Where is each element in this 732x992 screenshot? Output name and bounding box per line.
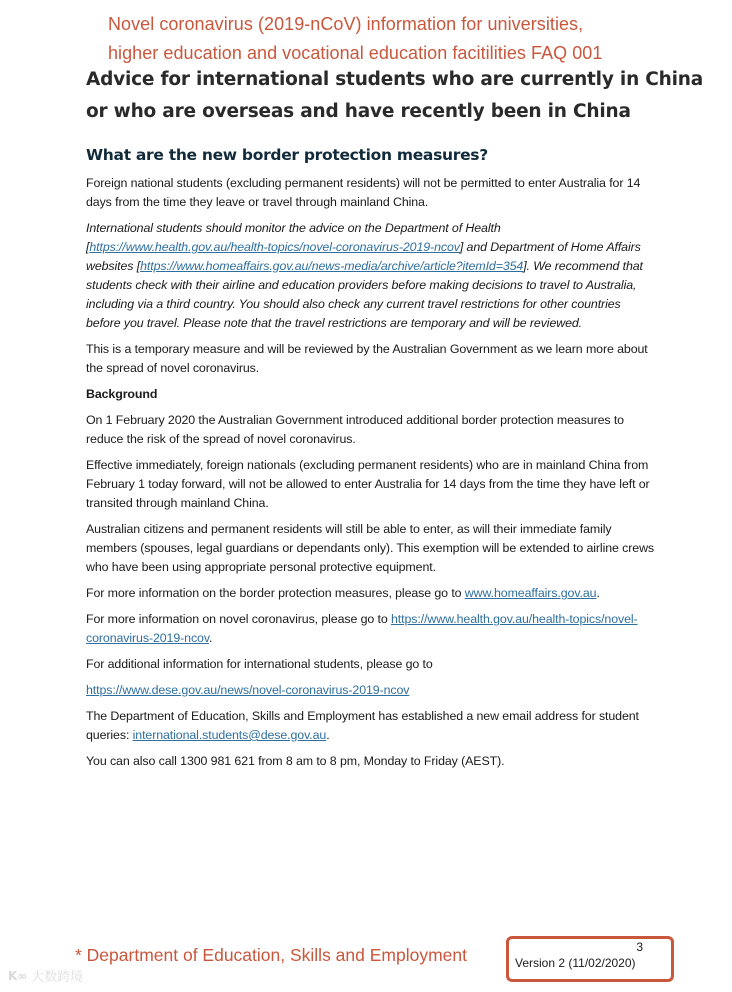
overlay-header-line-2: higher education and vocational education facitilities FAQ 001 — [108, 43, 603, 63]
watermark — [8, 966, 83, 985]
student-queries-email-link[interactable]: international.students@dese.gov.au — [132, 728, 327, 742]
paragraph-feb-introduction: On 1 February 2020 the Australian Government introduced additional border protection measures to reduce the risk of the spread of novel coronavirus. — [86, 413, 624, 446]
email-queries-suffix: . — [326, 728, 330, 742]
monitor-advice-text-a: International students should monitor the advice on the Department of Health [ — [86, 221, 501, 254]
homeaffairs-article-link[interactable]: https://www.homeaffairs.gov.au/news-media/archive/article?itemId=354 — [140, 259, 524, 273]
footer-credit: * Department of Education, Skills and Employment — [75, 945, 467, 965]
version-label: Version 2 (11/02/2020) — [515, 956, 636, 970]
monitor-advice-text-b: ] and Department of Home Affairs websites [ — [86, 240, 641, 273]
paragraph-foreign-students: Foreign national students (excluding permanent residents) will not be permitted to enter Australia for 14 days from the time they leave or travel through mainland China. — [86, 176, 641, 209]
email-queries-text: The Department of Education, Skills and Employment has established a new email address for student queries: — [86, 709, 639, 742]
paragraph-coronavirus-info — [86, 610, 658, 648]
paragraph-monitor-advice — [86, 219, 658, 333]
paragraph-border-info — [86, 584, 658, 603]
coronavirus-info-text: For more information on novel coronavirus, please go to — [86, 612, 392, 626]
paragraph-temporary-measure: This is a temporary measure and will be reviewed by the Australian Government as we learn more about the spread of novel coronavirus. — [86, 342, 648, 375]
paragraph-email-queries — [86, 707, 658, 745]
monitor-advice-text-c: ]. We recommend that students check with their airline and education providers before making decisions to travel to Australia, including via a third country. You should also check any current travel restrictions for other countries before you travel. Please note that the travel restrictions are temporary and will be reviewed. — [86, 259, 643, 330]
dese-news-link[interactable]: https://www.dese.gov.au/news/novel-coronavirus-2019-ncov — [86, 683, 410, 697]
border-info-suffix: . — [596, 586, 600, 600]
section-heading-border-measures: What are the new border protection measures? — [86, 146, 488, 164]
version-box — [506, 936, 674, 982]
watermark-text: 大数跨境 — [31, 970, 84, 985]
paragraph-dese-link — [86, 681, 658, 700]
page-title — [86, 64, 704, 128]
paragraph-citizens-exemption: Australian citizens and permanent residents will still be able to enter, as will their immediate family members (spouses, legal guardians or dependants only). This exemption will be extended to airline crews who have been using appropriate personal protective equipment. — [86, 522, 655, 574]
page-title-line-1: Advice for international students who are currently in China — [86, 69, 704, 90]
overlay-header — [108, 10, 708, 68]
page-number: 3 — [636, 940, 643, 954]
page-title-line-2: or who are overseas and have recently been in China — [86, 101, 631, 122]
coronavirus-info-suffix: . — [209, 631, 213, 645]
overlay-header-line-1: Novel coronavirus (2019-nCoV) information for universities, — [108, 14, 584, 34]
health-topics-link[interactable]: https://www.health.gov.au/health-topics/novel-coronavirus-2019-ncov — [89, 240, 460, 254]
background-heading: Background — [86, 387, 158, 401]
document-body — [86, 64, 704, 771]
paragraph-additional-info: For additional information for international students, please go to — [86, 657, 433, 671]
paragraph-phone-contact: You can also call 1300 981 621 from 8 am to 8 pm, Monday to Friday (AEST). — [86, 754, 505, 768]
paragraph-effective-immediately: Effective immediately, foreign nationals (excluding permanent residents) who are in mainland China from February 1 today forward, will not be allowed to enter Australia for 14 days from the time they have left or transited through mainland China. — [86, 458, 650, 510]
homeaffairs-link[interactable]: www.homeaffairs.gov.au — [464, 586, 597, 600]
watermark-logo-icon: K∞ — [8, 968, 28, 983]
health-info-link[interactable]: https://www.health.gov.au/health-topics/novel-coronavirus-2019-ncov — [86, 612, 638, 645]
border-info-text: For more information on the border protection measures, please go to — [86, 586, 465, 600]
